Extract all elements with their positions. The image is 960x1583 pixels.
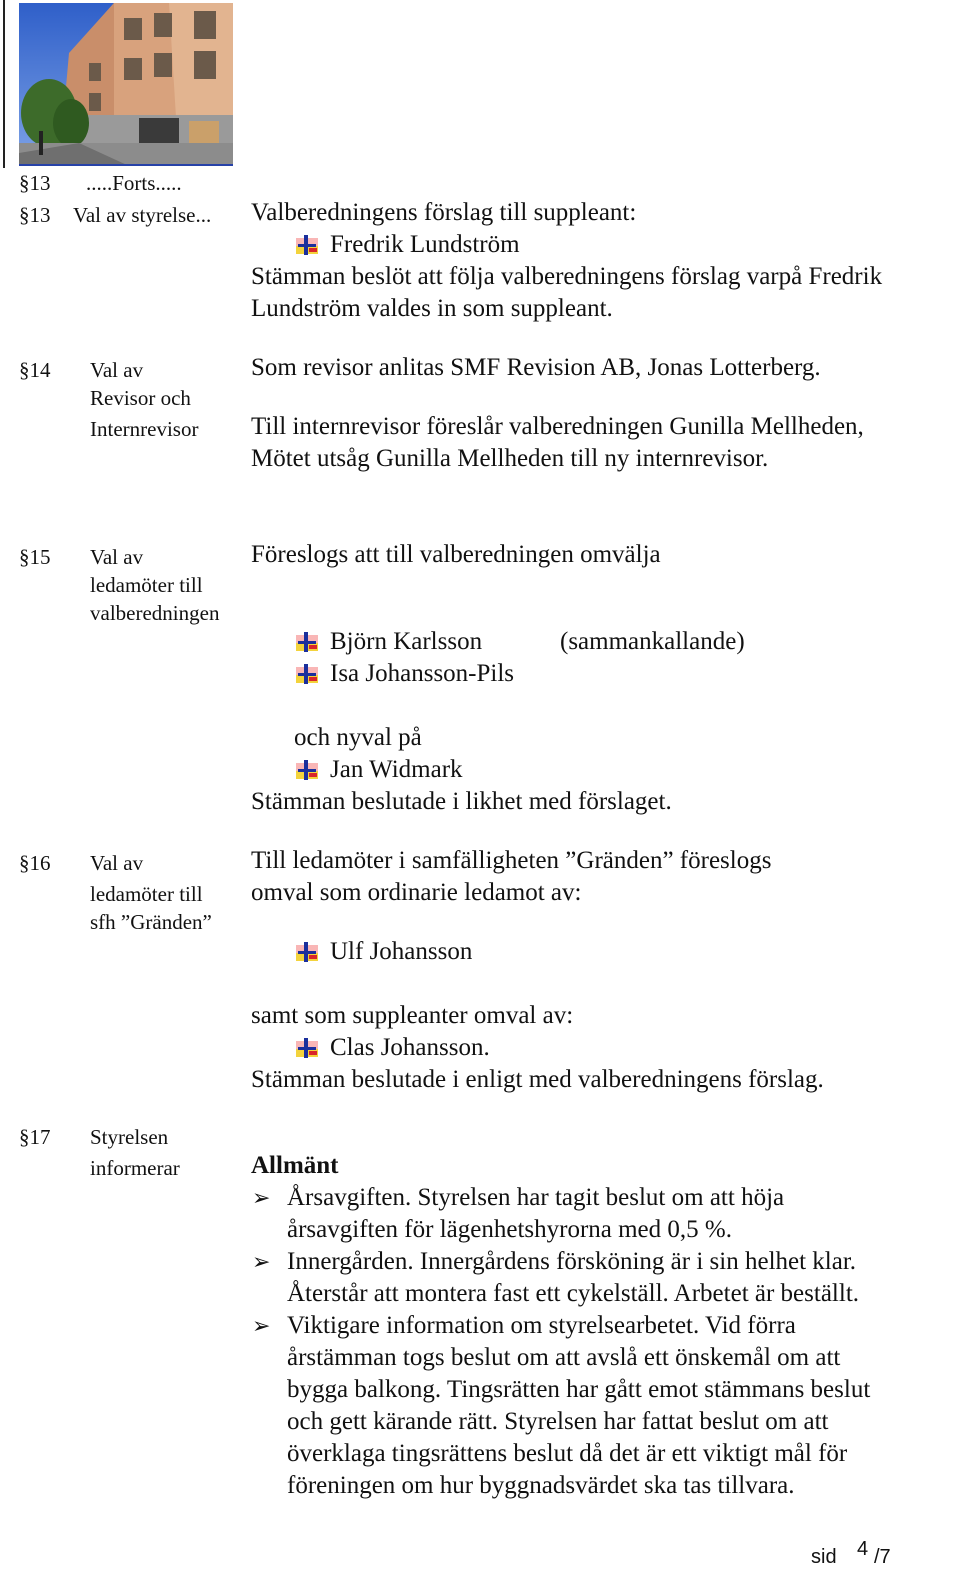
section-15-number: §15 xyxy=(19,545,51,569)
section-13-text: Valberedningens förslag till suppleant: xyxy=(251,199,637,226)
section-17-title: informerar xyxy=(90,1156,180,1180)
info-item-line: Innergården. Innergårdens försköning är i sin helhet klar. xyxy=(287,1248,857,1275)
section-16-text: samt som suppleanter omval av: xyxy=(251,1002,574,1029)
section-16-text: omval som ordinarie ledamot av: xyxy=(251,879,582,906)
info-item-line: bygga balkong. Tingsrätten har gått emot stämmans beslut xyxy=(287,1376,871,1403)
forts-section-number: §13 xyxy=(19,171,51,195)
page-number-prefix: sid xyxy=(811,1546,837,1568)
bullet-icon xyxy=(296,1038,318,1058)
section-15-bullet: Björn Karlsson xyxy=(330,628,483,655)
section-17-number: §17 xyxy=(19,1125,51,1149)
page-number: 4 xyxy=(857,1538,869,1560)
section-16-title: sfh ”Gränden” xyxy=(90,910,212,934)
building-photo xyxy=(19,3,233,166)
info-item-line: och gett kärande rätt. Styrelsen har fattat beslut om att xyxy=(287,1408,829,1435)
page-number-total: /7 xyxy=(874,1546,891,1568)
bullet-icon xyxy=(296,760,318,780)
margin-line xyxy=(3,0,5,168)
section-15-title: ledamöter till xyxy=(90,573,203,597)
section-17-heading: Allmänt xyxy=(251,1152,339,1179)
section-15-title: valberedningen xyxy=(90,601,220,625)
section-14-title: Val av xyxy=(90,358,144,382)
bullet-icon xyxy=(296,942,318,962)
section-15-bullet: Jan Widmark xyxy=(330,756,463,783)
section-16-number: §16 xyxy=(19,851,51,875)
bullet-icon xyxy=(296,235,318,255)
info-item-line: Viktigare information om styrelsearbetet. Vid förra xyxy=(287,1312,796,1339)
section-17-title: Styrelsen xyxy=(90,1125,169,1149)
bullet-icon xyxy=(296,632,318,652)
section-14-title: Revisor och xyxy=(90,386,191,410)
info-item-line: föreningen om hur byggnadsvärdet ska tas tillvara. xyxy=(287,1472,795,1499)
section-16-title: ledamöter till xyxy=(90,882,203,906)
section-15-bullet: Isa Johansson-Pils xyxy=(330,660,515,687)
arrow-bullet-icon: ➢ xyxy=(252,1314,271,1339)
info-item-line: årstämman togs beslut om att avslå ett önskemål om att xyxy=(287,1344,841,1371)
info-item-line: överklaga tingsrättens beslut då det är ett viktigt mål för xyxy=(287,1440,848,1467)
section-15-title: Val av xyxy=(90,545,144,569)
section-16-text: Stämman beslutade i enligt med valberedningens förslag. xyxy=(251,1066,824,1093)
section-14-title: Internrevisor xyxy=(90,417,199,441)
section-13-bullet: Fredrik Lundström xyxy=(330,231,520,258)
section-14-number: §14 xyxy=(19,358,51,382)
bullet-icon xyxy=(296,664,318,684)
info-item-line: Återstår att montera fast ett cykelställ. Arbetet är beställt. xyxy=(287,1280,860,1307)
section-15-text: och nyval på xyxy=(294,724,422,751)
arrow-bullet-icon: ➢ xyxy=(252,1250,271,1275)
section-15-bullet-note: (sammankallande) xyxy=(560,628,745,655)
section-16-title: Val av xyxy=(90,851,144,875)
section-13-title: Val av styrelse... xyxy=(73,203,212,227)
section-13-text: Stämman beslöt att följa valberedningens förslag varpå Fredrik xyxy=(251,263,883,290)
section-16-bullet: Clas Johansson. xyxy=(330,1034,490,1061)
section-16-text: Till ledamöter i samfälligheten ”Gränden” föreslogs xyxy=(251,847,772,874)
section-14-text: Mötet utsåg Gunilla Mellheden till ny internrevisor. xyxy=(251,445,769,472)
forts-label: .....Forts..... xyxy=(86,171,182,195)
section-14-text: Som revisor anlitas SMF Revision AB, Jonas Lotterberg. xyxy=(251,354,821,381)
section-15-text: Stämman beslutade i likhet med förslaget. xyxy=(251,788,672,815)
section-15-text: Föreslogs att till valberedningen omvälja xyxy=(251,541,661,568)
arrow-bullet-icon: ➢ xyxy=(252,1186,271,1211)
section-13-number: §13 xyxy=(19,203,51,227)
info-item-line: årsavgiften för lägenhetshyrorna med 0,5 %. xyxy=(287,1216,732,1243)
section-14-text: Till internrevisor föreslår valberedningen Gunilla Mellheden, xyxy=(251,413,864,440)
section-16-bullet: Ulf Johansson xyxy=(330,938,473,965)
info-item-line: Årsavgiften. Styrelsen har tagit beslut om att höja xyxy=(287,1184,785,1211)
section-13-text: Lundström valdes in som suppleant. xyxy=(251,295,613,322)
